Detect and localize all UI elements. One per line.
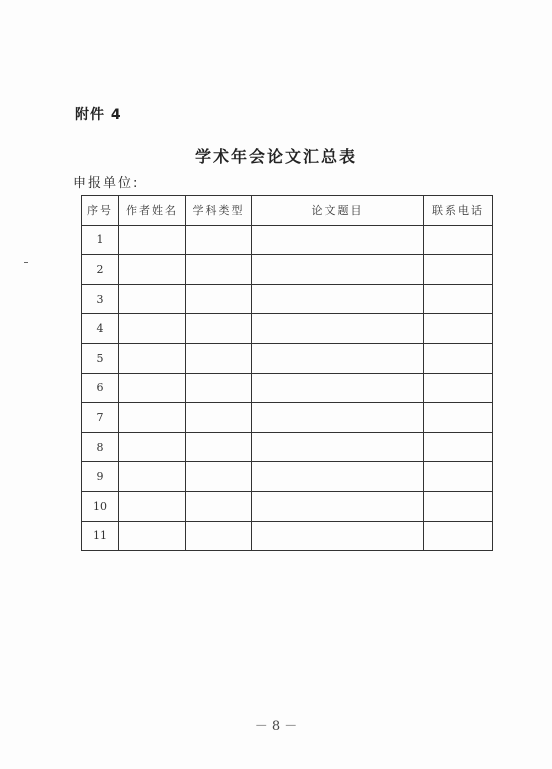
cell-subject [186, 225, 252, 255]
cell-title [252, 491, 424, 521]
cell-title [252, 462, 424, 492]
cell-author [119, 314, 186, 344]
cell-phone [424, 314, 493, 344]
cell-author [119, 225, 186, 255]
cell-title [252, 314, 424, 344]
cell-seq: 2 [82, 255, 119, 285]
cell-phone [424, 462, 493, 492]
cell-phone [424, 225, 493, 255]
cell-seq: 11 [82, 521, 119, 551]
cell-phone [424, 521, 493, 551]
scan-mark [24, 262, 28, 263]
cell-title [252, 284, 424, 314]
cell-seq: 3 [82, 284, 119, 314]
cell-phone [424, 255, 493, 285]
cell-seq: 5 [82, 343, 119, 373]
header-paper-title: 论文题目 [252, 196, 424, 226]
cell-subject [186, 462, 252, 492]
cell-author [119, 491, 186, 521]
cell-author [119, 284, 186, 314]
cell-seq: 10 [82, 491, 119, 521]
cell-seq: 1 [82, 225, 119, 255]
table-row [82, 462, 493, 492]
header-author-name: 作者姓名 [119, 196, 186, 226]
cell-phone [424, 432, 493, 462]
cell-title [252, 343, 424, 373]
cell-title [252, 255, 424, 285]
cell-phone [424, 373, 493, 403]
table-row [82, 373, 493, 403]
cell-subject [186, 284, 252, 314]
table-header-row [82, 196, 493, 226]
cell-title [252, 403, 424, 433]
applicant-unit-label: 申报单位: [73, 176, 140, 191]
cell-title [252, 373, 424, 403]
cell-author [119, 462, 186, 492]
table-row [82, 491, 493, 521]
cell-author [119, 373, 186, 403]
cell-phone [424, 284, 493, 314]
cell-subject [186, 343, 252, 373]
cell-seq: 4 [82, 314, 119, 344]
cell-seq: 7 [82, 403, 119, 433]
cell-subject [186, 432, 252, 462]
cell-subject [186, 255, 252, 285]
cell-subject [186, 403, 252, 433]
cell-author [119, 343, 186, 373]
attachment-label: 附件 4 [75, 107, 122, 123]
cell-phone [424, 491, 493, 521]
cell-title [252, 521, 424, 551]
cell-subject [186, 373, 252, 403]
table-row [82, 284, 493, 314]
cell-phone [424, 403, 493, 433]
cell-author [119, 521, 186, 551]
cell-title [252, 432, 424, 462]
cell-subject [186, 521, 252, 551]
paper-summary-table [81, 195, 493, 551]
cell-subject [186, 491, 252, 521]
cell-author [119, 432, 186, 462]
cell-phone [424, 343, 493, 373]
cell-subject [186, 314, 252, 344]
header-subject-type: 学科类型 [186, 196, 252, 226]
cell-author [119, 255, 186, 285]
cell-seq: 6 [82, 373, 119, 403]
cell-seq: 9 [82, 462, 119, 492]
table-row [82, 314, 493, 344]
document-title: 学术年会论文汇总表 [194, 147, 357, 166]
header-contact-phone: 联系电话 [424, 196, 493, 226]
table-row [82, 403, 493, 433]
page-number: － 8 － [254, 719, 298, 734]
table-row [82, 225, 493, 255]
table-row [82, 432, 493, 462]
cell-author [119, 403, 186, 433]
table-row [82, 343, 493, 373]
cell-seq: 8 [82, 432, 119, 462]
table-row [82, 255, 493, 285]
table-row [82, 521, 493, 551]
cell-title [252, 225, 424, 255]
header-seq: 序号 [82, 196, 119, 226]
